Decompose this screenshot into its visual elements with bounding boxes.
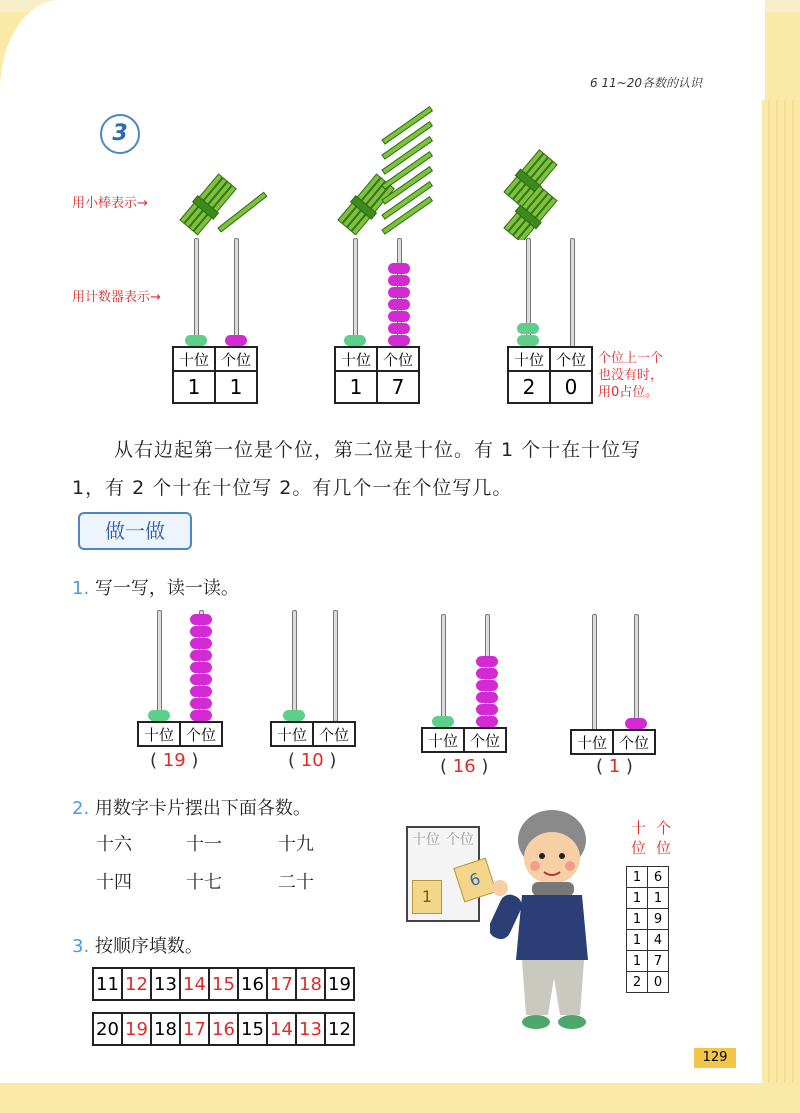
number-word: 十一 bbox=[186, 834, 222, 855]
answer: ( 16 ) bbox=[440, 756, 489, 777]
sequence-cell: 13 bbox=[296, 1013, 325, 1045]
tens-digit: 2 bbox=[508, 371, 550, 403]
cards-cell: 6 bbox=[648, 867, 669, 888]
question-1 bbox=[72, 574, 239, 600]
example-number-badge: 3 bbox=[100, 114, 140, 154]
bead bbox=[225, 335, 247, 346]
sequence-cell: 20 bbox=[93, 1013, 122, 1045]
bead bbox=[476, 680, 498, 691]
bead bbox=[388, 287, 410, 298]
cards-cell: 1 bbox=[627, 888, 648, 909]
ones-header: 个位 bbox=[377, 347, 419, 371]
note-line: 也没有时， bbox=[598, 368, 664, 383]
ones-digit: 7 bbox=[377, 371, 419, 403]
sticks-illustration bbox=[170, 100, 770, 240]
cards-header-ones: 个 bbox=[656, 819, 682, 837]
rod-tens bbox=[157, 610, 162, 722]
bead bbox=[190, 626, 212, 637]
bead bbox=[190, 614, 212, 625]
rod-ones bbox=[570, 238, 575, 348]
question-number: 3. bbox=[72, 936, 90, 957]
question-text: 按顺序填数。 bbox=[94, 936, 203, 957]
sequence-cell: 12 bbox=[325, 1013, 354, 1045]
ones-digit: 1 bbox=[215, 371, 257, 403]
tens-card: 1 bbox=[412, 880, 442, 914]
bead bbox=[190, 650, 212, 661]
rod-tens bbox=[194, 238, 199, 348]
bead bbox=[476, 692, 498, 703]
ones-header: 个位 bbox=[550, 347, 592, 371]
rod-ones bbox=[234, 238, 239, 348]
bead bbox=[388, 299, 410, 310]
board-label-tens: 十位 bbox=[412, 832, 440, 848]
number-word: 二十 bbox=[278, 872, 314, 893]
cards-cell: 4 bbox=[648, 930, 669, 951]
rod-tens bbox=[292, 610, 297, 722]
cards-cell: 1 bbox=[627, 930, 648, 951]
answer-value: 10 bbox=[300, 750, 324, 771]
bead bbox=[190, 698, 212, 709]
seven-sticks bbox=[382, 107, 432, 234]
bead bbox=[388, 335, 410, 346]
bead bbox=[476, 656, 498, 667]
number-word: 十六 bbox=[96, 834, 132, 855]
tens-digit: 1 bbox=[335, 371, 377, 403]
bead bbox=[476, 716, 498, 727]
held-digit-card: 6 bbox=[453, 858, 496, 903]
sequence-cell: 19 bbox=[122, 1013, 151, 1045]
answer-value: 19 bbox=[162, 750, 186, 771]
number-word: 十七 bbox=[186, 872, 222, 893]
tens-header: 十位 bbox=[271, 722, 313, 746]
answer-value: 16 bbox=[452, 756, 476, 777]
sequence-cell: 16 bbox=[209, 1013, 238, 1045]
sequence-row-1 bbox=[92, 967, 355, 1001]
ones-digit: 0 bbox=[550, 371, 592, 403]
place-value-table bbox=[270, 721, 356, 747]
number-word: 十四 bbox=[96, 872, 132, 893]
tens-header: 十位 bbox=[138, 722, 180, 746]
sequence-cell: 14 bbox=[180, 968, 209, 1000]
explanation-line-2: 1，有 2 个十在十位写 2。有几个一在个位写几。 bbox=[72, 477, 513, 499]
cards-cell: 2 bbox=[627, 972, 648, 993]
sequence-cell: 17 bbox=[180, 1013, 209, 1045]
cards-cell: 1 bbox=[648, 888, 669, 909]
counter-label: 用计数器表示→ bbox=[72, 290, 161, 305]
boy-illustration bbox=[490, 800, 610, 1045]
question-number: 2. bbox=[72, 798, 90, 819]
page-edge bbox=[762, 100, 800, 1113]
question-text: 用数字卡片摆出下面各数。 bbox=[94, 798, 311, 819]
place-value-table bbox=[570, 729, 656, 755]
sequence-cell: 13 bbox=[151, 968, 180, 1000]
sequence-cell: 14 bbox=[267, 1013, 296, 1045]
ones-header: 个位 bbox=[464, 728, 506, 752]
sequence-row-2 bbox=[92, 1012, 355, 1046]
rod-ones bbox=[333, 610, 338, 722]
rod-tens bbox=[441, 614, 446, 728]
sequence-cell: 18 bbox=[151, 1013, 180, 1045]
sequence-cell: 16 bbox=[238, 968, 267, 1000]
bead bbox=[344, 335, 366, 346]
ones-header: 个位 bbox=[313, 722, 355, 746]
bead bbox=[190, 710, 212, 721]
cards-header-tens: 十 bbox=[631, 819, 657, 837]
place-value-table bbox=[507, 346, 593, 404]
sequence-cell: 18 bbox=[296, 968, 325, 1000]
tens-header: 十位 bbox=[571, 730, 613, 754]
bead bbox=[517, 323, 539, 334]
bead bbox=[517, 335, 539, 346]
bead bbox=[625, 718, 647, 729]
answer: ( 19 ) bbox=[150, 750, 199, 771]
tens-header: 十位 bbox=[335, 347, 377, 371]
explanation-line-1: 从右边起第一位是个位，第二位是十位。有 1 个十在十位写 bbox=[114, 439, 642, 461]
ones-header: 个位 bbox=[215, 347, 257, 371]
sequence-cell: 15 bbox=[209, 968, 238, 1000]
bead bbox=[190, 674, 212, 685]
sequence-cell: 19 bbox=[325, 968, 354, 1000]
place-value-table bbox=[334, 346, 420, 404]
tens-header: 十位 bbox=[422, 728, 464, 752]
bead bbox=[476, 668, 498, 679]
rod-tens bbox=[592, 614, 597, 731]
zero-placeholder-note bbox=[598, 350, 663, 401]
rod-tens bbox=[353, 238, 358, 348]
place-value-table bbox=[172, 346, 258, 404]
bead bbox=[190, 662, 212, 673]
number-word: 十九 bbox=[278, 834, 314, 855]
tens-header: 十位 bbox=[173, 347, 215, 371]
bead bbox=[388, 275, 410, 286]
bead bbox=[388, 263, 410, 274]
note-line: 个位上一个 bbox=[598, 351, 664, 366]
bead bbox=[185, 335, 207, 346]
bead bbox=[476, 704, 498, 715]
sequence-cell: 11 bbox=[93, 968, 122, 1000]
cards-cell: 9 bbox=[648, 909, 669, 930]
board-label-ones: 个位 bbox=[446, 832, 474, 848]
sequence-cell: 12 bbox=[122, 968, 151, 1000]
page-number: 129 bbox=[694, 1048, 736, 1068]
cards-cell: 1 bbox=[627, 951, 648, 972]
sticks-label: 用小棒表示→ bbox=[72, 196, 148, 211]
place-value-table bbox=[421, 727, 507, 753]
answer-value: 1 bbox=[608, 756, 621, 777]
sequence-cell: 17 bbox=[267, 968, 296, 1000]
question-number: 1. bbox=[72, 578, 90, 599]
rod-ones bbox=[634, 614, 639, 731]
answer: ( 1 ) bbox=[596, 756, 633, 777]
cards-cell: 7 bbox=[648, 951, 669, 972]
tens-header: 十位 bbox=[508, 347, 550, 371]
bead bbox=[388, 323, 410, 334]
cards-header-ones-2: 位 bbox=[656, 839, 682, 857]
question-3 bbox=[72, 932, 203, 958]
bead bbox=[432, 716, 454, 727]
answer: ( 10 ) bbox=[288, 750, 337, 771]
sequence-cell: 15 bbox=[238, 1013, 267, 1045]
bead bbox=[190, 686, 212, 697]
ones-header: 个位 bbox=[180, 722, 222, 746]
bead bbox=[388, 311, 410, 322]
ones-header: 个位 bbox=[613, 730, 655, 754]
cards-header bbox=[631, 818, 681, 858]
cards-cell: 1 bbox=[627, 867, 648, 888]
stick-bundle-1 bbox=[178, 173, 237, 236]
digit-cards-table bbox=[626, 866, 669, 993]
cards-cell: 1 bbox=[627, 909, 648, 930]
cards-cell: 0 bbox=[648, 972, 669, 993]
bead bbox=[190, 638, 212, 649]
running-header: 6 11~20各数的认识 bbox=[590, 76, 703, 90]
bead bbox=[283, 710, 305, 721]
note-line: 用0占位。 bbox=[598, 385, 659, 400]
try-it-banner: 做一做 bbox=[78, 512, 192, 550]
question-2 bbox=[72, 794, 311, 820]
cards-header-tens-2: 位 bbox=[631, 839, 657, 857]
bead bbox=[148, 710, 170, 721]
place-value-table bbox=[137, 721, 223, 747]
question-text: 写一写，读一读。 bbox=[94, 578, 239, 599]
page-bottom-edge bbox=[0, 1083, 800, 1113]
tens-digit: 1 bbox=[173, 371, 215, 403]
